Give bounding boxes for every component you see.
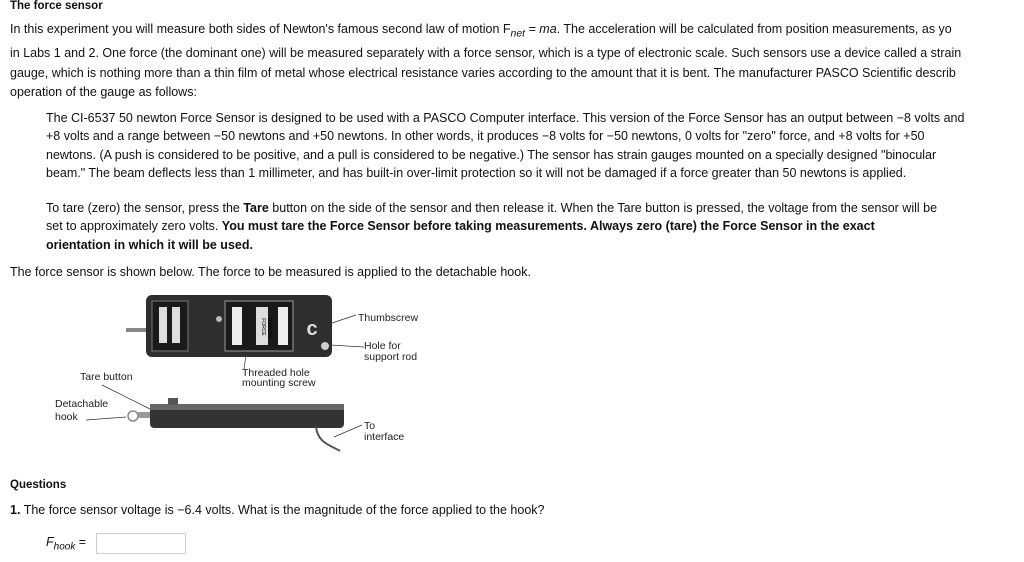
label-threaded-2: mounting screw (242, 377, 316, 389)
label-hole-1: Hole for (364, 340, 401, 352)
intro-paragraph (10, 20, 1024, 103)
panel-strip-2 (172, 307, 180, 343)
label-to: To (364, 420, 376, 432)
sensor-body-top-edge (150, 404, 344, 410)
section-title: The force sensor (10, 0, 103, 12)
label-thumbscrew: Thumbscrew (358, 312, 419, 324)
detachable-hook-icon (128, 411, 138, 421)
label-interface: interface (364, 431, 405, 443)
hook-leader (86, 417, 126, 420)
label-threaded-1: Threaded hole (242, 367, 310, 379)
question-1: 1. The force sensor voltage is −6.4 volts. What is the magnitude of the force applied to the hook? (10, 503, 545, 517)
questions-heading: Questions (10, 479, 67, 491)
cable-icon (316, 427, 340, 451)
panel-strip-1 (159, 307, 167, 343)
label-hole-2: support rod (364, 351, 418, 363)
support-rod-hole (321, 342, 329, 350)
pasco-quote-2: To tare (zero) the sensor, press the Tare button on the side of the sensor and then release it. When the Tare button is pressed, the voltage from the sensor will be set to approximately zero volts. You must tare the Force Sensor before taking measurements. Always zero (tare) the Force Sensor in the exact orientation in which it will be used. (46, 201, 938, 252)
thumbscrew-glyph: c (306, 318, 318, 340)
intro-line-1: In this experiment you will measure both sides of Newton's famous second law of motion F $_{net}$ = ma . The acceleration will be calculated from position measurements, as yo (10, 22, 952, 40)
label-tare-button: Tare button (80, 371, 133, 383)
hook-rod (126, 328, 148, 332)
device-label-force: FORCE (260, 318, 266, 336)
screw-icon (216, 316, 222, 322)
pasco-quote-1: The CI-6537 50 newton Force Sensor is designed to be used with a PASCO Computer interface. This version of the Force Sensor has an output between −8 volts and +8 volts and a range between −50 newtons and +50 newtons. In other words, it produces −8 volts for −50 newtons, 0 volts for "zero" force, and +8 volts for +50 newtons. (A push is considered to be positive, and a pull is considered to be negative.) The sensor has strain gauges mounted on a specially designed "binocular beam." The beam deflects less than 1 millimeter, and has built-in over-limit protection so it will not be damaged if a force greater than 50 newtons is applied. (46, 111, 965, 181)
hole-leader (330, 345, 364, 347)
device-label-sensor: SENSOR (266, 316, 272, 338)
thumbscrew-leader (332, 315, 356, 323)
end-panel (152, 301, 188, 351)
f-net-vector: F (502, 22, 511, 36)
hook-shaft (138, 412, 152, 418)
tare-button-icon (168, 398, 178, 405)
label-detachable-1: Detachable (55, 398, 109, 410)
answer-label: $F_{hook}$ = (46, 535, 87, 553)
f-hook-answer-input[interactable] (96, 533, 186, 554)
intro-line-3: gauge, which is nothing more than a thin film of metal whose electrical resistance varies according to the amount that it is bent. The manufacturer PASCO Scientific describ (10, 65, 956, 80)
figure-caption: The force sensor is shown below. The force to be measured is applied to the detachable hook. (10, 265, 531, 279)
a-vector: a (549, 22, 557, 36)
intro-line-2: in Labs 1 and 2. One force (the dominant one) will be measured separately with a force sensor, which is a type of electronic scale. Such sensors use a device called a strain (10, 46, 962, 60)
force-sensor-figure (0, 285, 480, 460)
label-strip-1 (232, 307, 242, 345)
tare-leader (102, 385, 150, 409)
label-detachable-2: hook (55, 411, 78, 423)
label-strip-3 (278, 307, 288, 345)
intro-line-4: operation of the gauge as follows: (10, 85, 197, 99)
